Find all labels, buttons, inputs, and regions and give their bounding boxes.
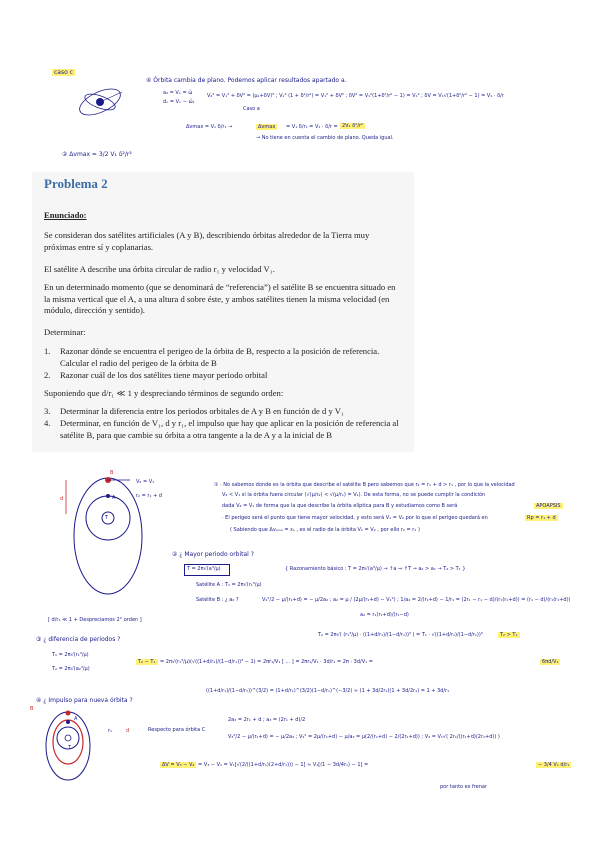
eq-line-4-hl1: Δvmax (258, 124, 276, 130)
s3-t2: T₂ = 2π√(a₂³/μ) (52, 666, 90, 672)
s3-expand: ((1+d/r₁)/(1−d/r₁))^(3/2) = (1+d/r₁)^(3/2)(1−d/r₁)^(−3/2) ≈ (1 + 3d/2r₁)(1 + 3d/2r₁) = 1 + 3d/r₁ (206, 688, 450, 694)
caso-label: caso c (54, 69, 73, 76)
statement-item-4: Determinar, en función de V₁, d y r₁, el impulso que hay que aplicar en la posición de referencia al satélite B, para que cambie su órbita a otra tangente a la de A y a la inicial de B (60, 418, 399, 440)
eq-line-4-hl2: 2V₁ δ²/r² (342, 123, 364, 129)
eq-line-2: dᵥ = Vᵥ − ω̃₁ (163, 99, 195, 105)
s2-sat-b: Satélite B : ¿ a₂ ? (196, 597, 239, 603)
item4-title: ④ Órbita cambia de plano. Podemos aplicar resultados apartado a. (146, 77, 347, 84)
s2-sat-a: Satélite A : T₁ = 2π√(r₁³/μ) (196, 582, 262, 588)
s4-eq2: V₃²/2 − μ/(r₁+d) = − μ/2a₃ ; V₃² = 2μ/(r₁+d) − μ/a₃ = μ(2/(r₁+d) − 2/(2r₁+d)) ; V₃ = V₁√( 2r₁/((r₁+d)(2r₁+d)) ) (228, 734, 500, 740)
s2-result: T₂ > T₁ (500, 632, 518, 638)
diag1-label-t: T (105, 515, 109, 521)
eq-line-4-a: Δvmax = V₁ δ/r₁ → (186, 124, 233, 130)
s2-energy: V₂²/2 − μ/(r₁+d) = − μ/2a₂ ; a₂ = μ / (2μ/(r₁+d) − V₁²) ; 1/a₂ = 2/(r₁+d) − 1/r₁ = (2r₁ − r₁ − d)/(r₁(r₁+d)) = (r₁ − d)/(r₁(r₁+d)) (262, 597, 571, 603)
eq-line-4-note: → No tiene en cuenta el cambio de plano. Queda igual. (256, 135, 394, 141)
statement-item-2: Razonar cuál de los dos satélites tiene mayor periodo orbital (60, 370, 268, 380)
s1-line-c-hl: APOAPSIS (536, 503, 561, 509)
statement-p3: En un determinado momento (que se denominará de “referencia”) el satélite B se encuentra situado en la misma vertical que el A, a una altura d sobre éste, y ambos satélites tienen la misma velocidad (en módulo, dirección y sentido). (44, 282, 396, 315)
s3-title: ③ ¿ diferencia de periodos ? (36, 636, 121, 643)
s2-t2: T₂ = 2π√( (r₁³/μ) · ((1+d/r₁)/(1−d/r₁))³ ) = T₁ · √((1+d/r₁)/(1−d/r₁))³ (318, 632, 483, 638)
statement-heading: Enunciado: (44, 210, 87, 220)
diag2-label-a: A (74, 716, 78, 722)
s2-title: ② ¿ Mayor periodo orbital ? (172, 551, 254, 558)
item-num-2: 2. (44, 370, 51, 380)
s2-a2: a₂ = r₁(r₁+d)/(r₁−d) (360, 612, 409, 618)
s3-diff: T₂ − T₁ (138, 659, 156, 665)
item-num-4: 4. (44, 418, 51, 428)
diag2-label-d: d (126, 728, 130, 734)
s4-dv-chain: = V₃ − V₁ = V₁[√(2/((1+d/r₁)(2+d/r₁))) − 1] ≈ V₁[(1 − 3d/4r₁) − 1] = (198, 762, 369, 768)
statement-p2: El satélite A describe una órbita circular de radio r₁ y velocidad V₁. (44, 264, 275, 274)
s1-line-d: · El perigeo será el punto que tiene mayor velocidad, y esto será V₁ = V₂ por lo que el perigeo quedará en (222, 515, 488, 521)
s2-right: { Razonamiento básico : T = 2π√(a³/μ) → ↑a ⇒ ↑T → a₂ > a₁ → T₂ > T₁ } (285, 566, 466, 572)
diag1-label-d: d (60, 496, 64, 502)
diag2-label-b: B (30, 706, 34, 712)
eq-line-3: V₂² = V₁² + δV² = (μ₁+δV)² ; V₁² (1 + δ²/r²) = V₁² + δV² ; δV² = V₁²(1+δ²/r² − 1) = V₁² ; δ̃V = V₁√(1+δ²/r² − 1) = V₁ · δ/r (207, 93, 504, 99)
diag1-label-a: A (112, 495, 116, 501)
diag1-label-b: B (110, 470, 114, 476)
s3-chain: = 2π√(r₁³/μ)(√((1+d/r₁)/(1−d/r₁))³ − 1) = 2πr₁/V₁ [ ... ] = 2πr₁/V₁ · 3d/r₁ = 2π · 3d/V₁ = (160, 659, 373, 665)
s1-line-b: V₂ < V₁ si la órbita fuera circular (√(μ/r₂) < √(μ/r₁) = V₁). De esta forma, no se puede cumplir la condición (222, 492, 486, 498)
top-orbit-sketch (70, 78, 140, 138)
statement-p1: Se consideran dos satélites artificiales (A y B), describiendo órbitas alrededor de la Tierra muy próximas entre sí y coplanarias. (44, 230, 370, 252)
s2-formula: T = 2π√(a³/μ) (187, 566, 221, 572)
eq-line-4-mid: = V₁ δ/r₁ = V₁ · δ/r = (286, 124, 338, 130)
statement-item-3: Determinar la diferencia entre los periodos orbitales de A y B en función de d y V₁ (60, 406, 344, 416)
s4-final: − 3/4 V₁ d/r₁ (538, 762, 570, 768)
problem-sheet (32, 172, 414, 452)
statement-p4: Determinar: (44, 327, 86, 337)
s2-assumption: [ d/r₁ ≪ 1 + Despreciamos 2° orden ] (48, 617, 142, 623)
s4-resp: Respecto para órbita C (148, 727, 206, 733)
s1-line-e: ( Sabiendo que Δvₐₘₐ = ε₁ , es el radio de la órbita V₁ = V₂ , por ello r₂ = r₁ ) (230, 527, 420, 533)
s1-line-a: ① · No sabemos donde es la órbita que describe el satélite B pero sabemos que r₂ = r₁ + d > r₁ , por lo que la velocidad (214, 482, 515, 488)
eq-line-3-sub: Caso a (243, 106, 260, 112)
diag2-label-t: T (68, 745, 72, 751)
diag1-label-v: V₂ = V₁ (136, 479, 155, 485)
eq-line-1: a₂ = V₁ = ω̃ (163, 90, 193, 96)
s4-dv: ΔV = V₃ − V₂ (162, 762, 195, 768)
item-num-3: 3. (44, 406, 51, 416)
orbit-diagram-1 (58, 468, 168, 598)
s4-eq1: 2a₃ = 2r₁ + d ; a₃ = (2r₁ + d)/2 (228, 717, 306, 723)
item2-line: ② Δvmax = 3/2 V₁ δ²/r² (62, 151, 132, 158)
s4-title: ④ ¿ Impulso para nueva órbita ? (36, 697, 133, 704)
s3-t1: T₁ = 2π√(r₁³/μ) (52, 652, 89, 658)
diag2-label-r1: r₁ (108, 728, 113, 734)
s3-final: 6πd/V₁ (542, 659, 559, 665)
statement-p5: Suponiendo que d/r₁ ≪ 1 y despreciando términos de segundo orden: (44, 388, 284, 398)
s1-line-d-hl: Rp = r₁ + d (527, 515, 556, 521)
s1-line-c: dada V₂ = V₁ de forma que la que describe la órbita elíptica para B y estudiamos como B será (222, 503, 458, 509)
s4-footer: por tanto es frenar (440, 784, 488, 790)
problem-title: Problema 2 (44, 176, 108, 191)
s2-formula-box (184, 564, 230, 576)
diag1-label-r: r₂ = r₁ + d (136, 493, 163, 499)
item-num-1: 1. (44, 346, 51, 356)
statement-item-1: Razonar dónde se encuentra el perigeo de la órbita de B, respecto a la posición de referencia. Calcular el radio del perigeo de la órbita de B (60, 346, 380, 368)
